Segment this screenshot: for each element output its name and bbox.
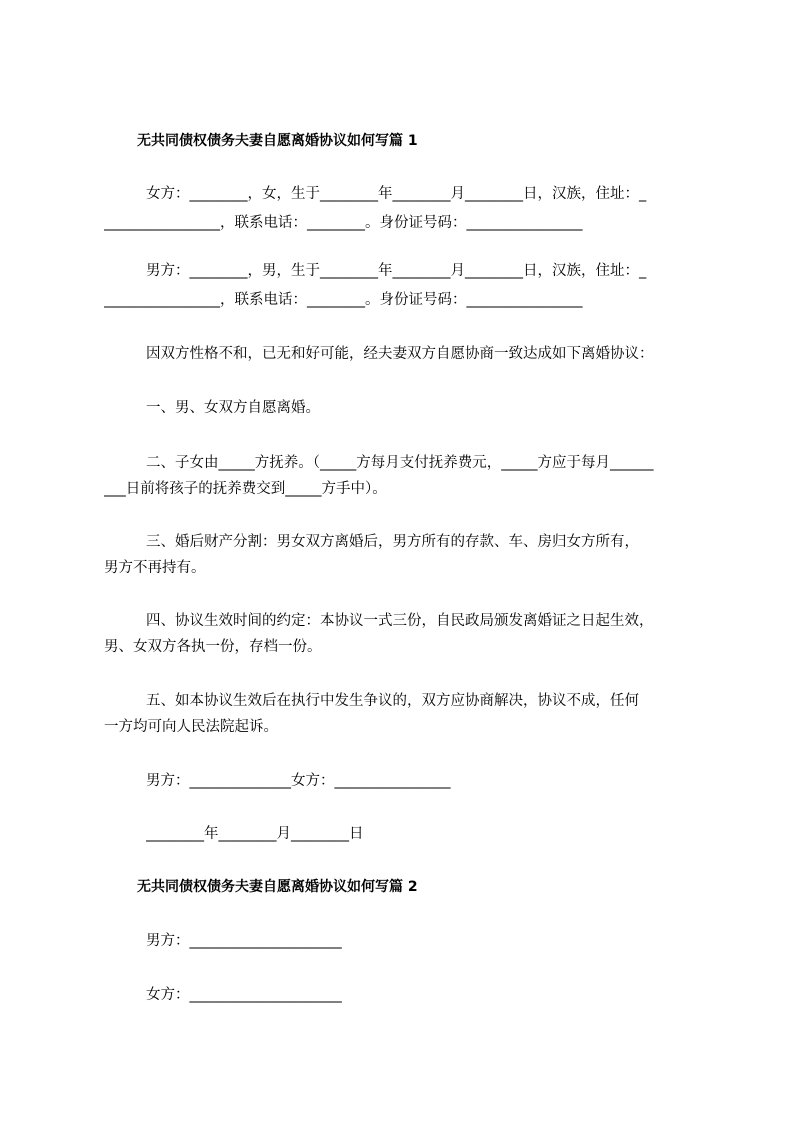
section2-title: 无共同债权债务夫妻自愿离婚协议如何写篇 2 bbox=[137, 879, 418, 895]
section2-female-line: 女方：_____________________ bbox=[146, 987, 342, 1003]
female-info-line2: ________________，联系电话：________。身份证号码：________________ bbox=[104, 215, 583, 231]
date-line: ________年________月________日 bbox=[146, 826, 364, 842]
clause-4-line1: 四、协议生效时间的约定：本协议一式三份，自民政局颁发离婚证之日起生效， bbox=[146, 613, 654, 629]
signature-line: 男方：______________女方：________________ bbox=[146, 773, 451, 789]
clause-2-line1: 二、子女由_____方抚养。（_____方每月支付抚养费元，_____方应于每月______ bbox=[146, 455, 654, 471]
clause-3-line2: 男方不再持有。 bbox=[104, 560, 206, 576]
intro-paragraph: 因双方性格不和，已无和好可能，经夫妻双方自愿协商一致达成如下离婚协议： bbox=[146, 346, 654, 362]
clause-5-line2: 一方均可向人民法院起诉。 bbox=[104, 719, 278, 735]
male-info-line2: ________________，联系电话：________。身份证号码：________________ bbox=[104, 292, 583, 308]
clause-3-line1: 三、婚后财产分割：男女双方离婚后，男方所有的存款、车、房归女方所有， bbox=[146, 534, 639, 550]
clause-1: 一、男、女双方自愿离婚。 bbox=[146, 400, 320, 416]
section2-male-line: 男方：_____________________ bbox=[146, 933, 342, 949]
male-info-line1: 男方：________，男，生于________年________月________日，汉族，住址：_ bbox=[146, 263, 647, 279]
clause-5-line1: 五、如本协议生效后在执行中发生争议的，双方应协商解决，协议不成，任何 bbox=[146, 693, 639, 709]
clause-4-line2: 男、女双方各执一份，存档一份。 bbox=[104, 639, 322, 655]
female-info-line1: 女方：________，女，生于________年________月________日，汉族，住址：_ bbox=[146, 186, 647, 202]
section1-title: 无共同债权债务夫妻自愿离婚协议如何写篇 1 bbox=[137, 133, 418, 149]
clause-2-line2: ___日前将孩子的抚养费交到_____方手中）。 bbox=[104, 481, 387, 497]
